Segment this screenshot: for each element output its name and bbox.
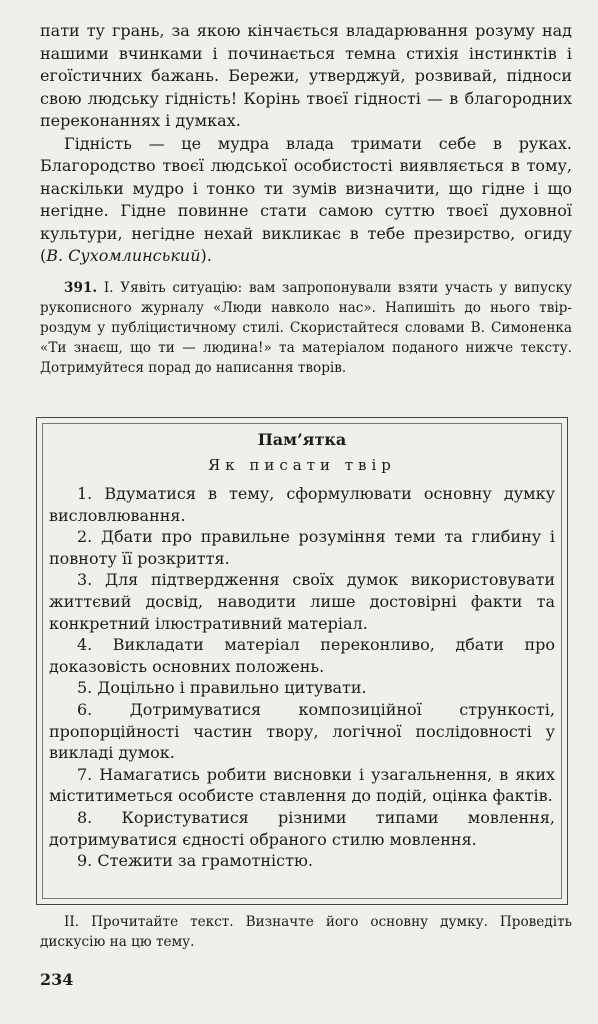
page-number: 234 [40, 970, 74, 989]
memo-item: 5. Доцільно і правильно цитувати. [77, 678, 367, 698]
memo-list [49, 483, 555, 872]
memo-box [36, 417, 568, 905]
memo-item: 7. Намагатись робити висновки і узагальнення, в яких міститиметься особисте ставлення до подій, оцінка фактів. [49, 764, 555, 806]
exercise-391 [40, 278, 572, 378]
intro-text [40, 20, 572, 268]
memo-item: 1. Вдуматися в тему, сформулювати основну думку висловлювання. [49, 484, 555, 525]
memo-item: 4. Викладати матеріал переконливо, дбати про доказовість основних положень. [49, 635, 555, 676]
memo-item: 3. Для підтвердження своїх думок використовувати життєвий досвід, наводити лише достовірні факти та конкретний ілюстративний матеріал. [49, 570, 555, 633]
memo-item: 6. Дотримуватися композиційної стрункості, пропорційності частин твору, логічної послідовності у викладі думок. [49, 699, 555, 763]
memo-item: 9. Стежити за грамотністю. [77, 851, 313, 871]
memo-item: 8. Користуватися різними типами мовлення, дотримуватися єдності обраного стилю мовлення. [49, 807, 555, 849]
exercise-391-text: І. Уявіть ситуацію: вам запропонували взяти участь у випуску рукописного журналу «Люди навколо нас». Напишіть до нього твір-роздум у публіцистичному стилі. Скористайтеся словами В. Симоненка «Ти знаєш, що ти — людина!» та матеріалом поданого нижче тексту. Дотримуйтеся порад до написання творів. [40, 280, 572, 376]
memo-subtitle: Як писати твір [208, 456, 396, 474]
intro-paragraph-2-end: ). [200, 246, 212, 265]
exercise-number: 391. [64, 280, 98, 296]
memo-inner-frame [42, 423, 562, 899]
intro-paragraph-2 [40, 133, 572, 268]
exercise-391-paragraph [40, 278, 572, 378]
exercise-part-2-text: II. Прочитайте текст. Визначте його основну думку. Проведіть дискусію на цю тему. [40, 914, 572, 950]
memo-title: Пам’ятка [257, 430, 347, 449]
memo-item: 2. Дбати про правильне розуміння теми та глибину і повноту її розкриття. [49, 527, 555, 568]
exercise-part-2 [40, 912, 572, 952]
author-name: В. Сухомлинський [46, 246, 201, 265]
intro-paragraph-1: пати ту грань, за якою кінчається владарювання розуму над нашими вчинками і починається темна стихія інстинктів і егоїстичних бажань. Бережи, утверджуй, розвивай, підноси свою людську гідність! Корінь твоєї гідності — в благородних переконаннях і думках. [40, 21, 572, 130]
intro-paragraph-2-text: Гідність — це мудра влада тримати себе в руках. Благородство твоєї людської особистості виявляється в тому, наскільки мудро і тонко ти зумів визначити, що гідне і що негідне. Гідне повинне стати самою суттю твоєї духовної культури, негідне нехай викликає в тебе презирство, огиду ( [40, 133, 572, 265]
